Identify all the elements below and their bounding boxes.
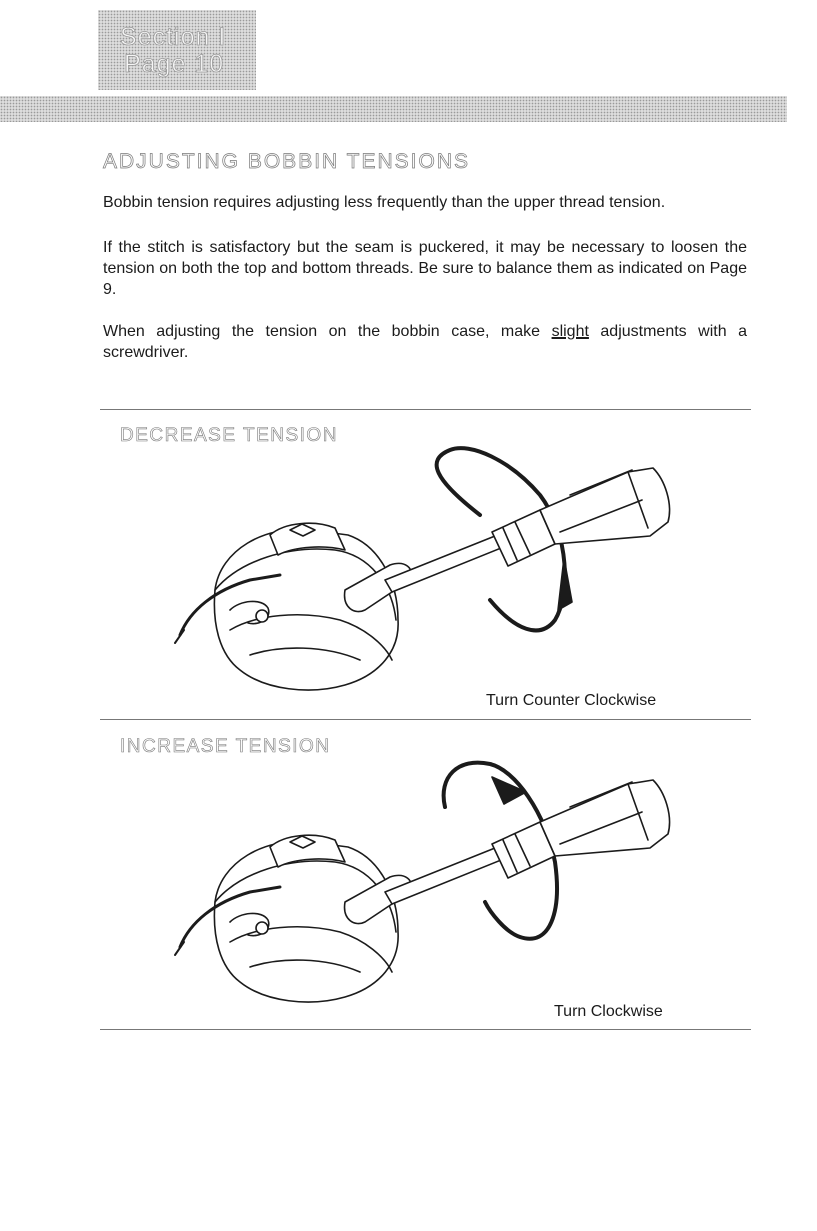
paragraph-screwdriver	[103, 321, 747, 363]
clockwise-caption: Turn Clockwise	[554, 1003, 663, 1020]
screwdriver-blade	[385, 532, 511, 592]
emphasis-slight: slight	[551, 323, 589, 340]
bobbin-case-body	[214, 529, 398, 690]
section-tab	[98, 10, 256, 90]
clockwise-arrow-icon	[492, 777, 526, 804]
increase-tension-label: INCREASE TENSION	[120, 736, 331, 757]
header-band	[0, 96, 787, 122]
paragraph-screwdriver-start: When adjusting the tension on the bobbin case, make	[103, 323, 552, 340]
divider-middle	[100, 719, 751, 720]
divider-bottom	[100, 1029, 751, 1030]
paragraph-puckered-seam: If the stitch is satisfactory but the seam is puckered, it may be necessary to loosen the tension on both the top and bottom threads. Be sure to balance them as indicated on Page 9.	[103, 239, 747, 298]
page-heading: ADJUSTING BOBBIN TENSIONS	[103, 150, 470, 173]
section-label: Section I	[120, 23, 227, 51]
paragraph-bobbin-frequency: Bobbin tension requires adjusting less frequently than the upper thread tension.	[103, 194, 666, 211]
bobbin-case-body-2	[214, 841, 398, 1002]
decrease-tension-label: DECREASE TENSION	[120, 425, 338, 446]
paragraph-screwdriver-end: adjustments with a screwdriver.	[103, 323, 748, 361]
increase-tension-illustration	[170, 752, 700, 1007]
divider-top	[100, 409, 751, 410]
screwdriver-handle	[540, 468, 670, 544]
counter-clockwise-caption: Turn Counter Clockwise	[486, 692, 657, 709]
page-label: Page 10	[124, 50, 225, 78]
counter-clockwise-arrow-icon	[558, 558, 572, 610]
decrease-tension-illustration	[170, 440, 700, 695]
section-tab-text	[120, 24, 226, 78]
